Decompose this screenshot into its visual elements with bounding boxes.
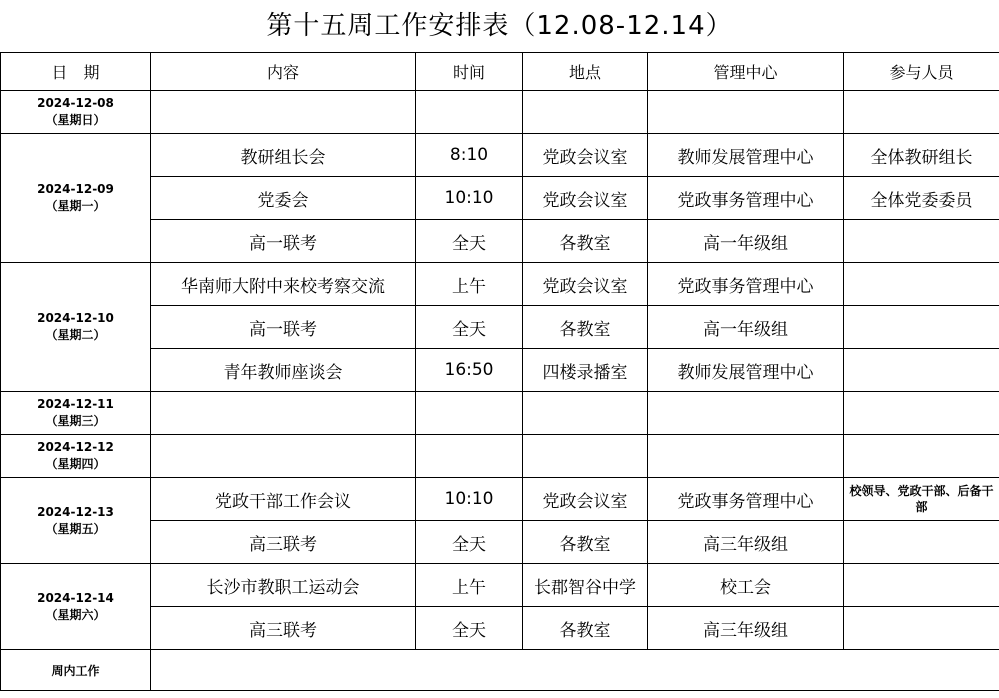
weekly-content-cell (151, 650, 999, 691)
weekday-text: （星期四） (45, 457, 106, 471)
date-cell (1, 564, 151, 650)
content-cell: 高三联考 (151, 521, 416, 564)
weekday-text: （星期六） (45, 607, 106, 622)
time-cell (416, 435, 523, 478)
content-cell: 华南师大附中来校考察交流 (151, 263, 416, 306)
center-cell: 高一年级组 (648, 306, 844, 349)
page-title: 第十五周工作安排表（12.08-12.14） (266, 11, 733, 41)
content-cell: 党政干部工作会议 (151, 478, 416, 521)
place-cell: 四楼录播室 (523, 349, 648, 392)
table-row (1, 435, 999, 478)
date-cell (1, 478, 151, 564)
people-cell (844, 91, 999, 134)
center-cell: 教师发展管理中心 (648, 134, 844, 177)
date-cell (1, 392, 151, 435)
content-cell: 教研组长会 (151, 134, 416, 177)
time-cell: 10:10 (416, 177, 523, 220)
weekday-text: （星期五） (45, 521, 106, 536)
table-row (1, 521, 999, 564)
weekday-text: （星期三） (45, 414, 106, 428)
header-date: 日 期 (1, 53, 151, 91)
time-cell: 全天 (416, 607, 523, 650)
content-cell: 长沙市教职工运动会 (151, 564, 416, 607)
table-row (1, 177, 999, 220)
header-content: 内容 (151, 53, 416, 91)
table-row (1, 478, 999, 521)
date-text: 2024-12-08 (37, 96, 114, 110)
place-cell: 党政会议室 (523, 134, 648, 177)
center-cell (648, 91, 844, 134)
people-cell (844, 220, 999, 263)
center-cell: 高三年级组 (648, 521, 844, 564)
time-cell (416, 392, 523, 435)
place-cell (523, 435, 648, 478)
date-cell (1, 435, 151, 478)
time-cell: 全天 (416, 220, 523, 263)
center-cell: 党政事务管理中心 (648, 177, 844, 220)
people-cell: 校领导、党政干部、后备干部 (844, 478, 999, 521)
people-cell (844, 392, 999, 435)
weekday-text: （星期二） (45, 328, 106, 342)
place-cell: 各教室 (523, 306, 648, 349)
table-row (1, 263, 999, 306)
center-cell: 校工会 (648, 564, 844, 607)
date-text: 2024-12-10 (37, 311, 114, 325)
place-cell: 各教室 (523, 521, 648, 564)
date-cell (1, 263, 151, 392)
weekly-label: 周内工作 (1, 650, 151, 691)
content-cell: 党委会 (151, 177, 416, 220)
place-cell: 各教室 (523, 220, 648, 263)
people-cell: 全体教研组长 (844, 134, 999, 177)
place-cell (523, 91, 648, 134)
table-row (1, 306, 999, 349)
date-text: 2024-12-13 (37, 504, 114, 519)
center-cell (648, 435, 844, 478)
content-cell: 高一联考 (151, 220, 416, 263)
table-row (1, 349, 999, 392)
center-cell: 高三年级组 (648, 607, 844, 650)
people-cell (844, 349, 999, 392)
table-row (1, 134, 999, 177)
date-cell (1, 91, 151, 134)
table-row (1, 220, 999, 263)
weekly-row (1, 650, 999, 691)
time-cell: 上午 (416, 263, 523, 306)
header-center: 管理中心 (648, 53, 844, 91)
time-cell: 上午 (416, 564, 523, 607)
content-cell: 高三联考 (151, 607, 416, 650)
place-cell: 长郡智谷中学 (523, 564, 648, 607)
center-cell (648, 392, 844, 435)
content-cell (151, 91, 416, 134)
content-cell (151, 392, 416, 435)
header-time: 时间 (416, 53, 523, 91)
time-cell: 全天 (416, 521, 523, 564)
center-cell: 高一年级组 (648, 220, 844, 263)
time-cell: 10:10 (416, 478, 523, 521)
weekday-text: （星期日） (45, 113, 106, 127)
header-row (1, 53, 999, 91)
date-text: 2024-12-11 (37, 397, 114, 411)
header-people: 参与人员 (844, 53, 999, 91)
header-place: 地点 (523, 53, 648, 91)
people-cell (844, 564, 999, 607)
people-cell: 全体党委委员 (844, 177, 999, 220)
people-cell (844, 263, 999, 306)
center-cell: 党政事务管理中心 (648, 263, 844, 306)
date-text: 2024-12-14 (37, 590, 114, 605)
table-row (1, 392, 999, 435)
time-cell (416, 91, 523, 134)
date-text: 2024-12-09 (37, 182, 114, 196)
place-cell: 党政会议室 (523, 177, 648, 220)
people-cell (844, 607, 999, 650)
place-cell (523, 392, 648, 435)
time-cell: 全天 (416, 306, 523, 349)
table-row (1, 607, 999, 650)
place-cell: 各教室 (523, 607, 648, 650)
date-text: 2024-12-12 (37, 440, 114, 454)
table-row (1, 91, 999, 134)
table-row (1, 564, 999, 607)
date-cell (1, 134, 151, 263)
content-cell: 高一联考 (151, 306, 416, 349)
people-cell (844, 521, 999, 564)
people-cell (844, 435, 999, 478)
center-cell: 教师发展管理中心 (648, 349, 844, 392)
place-cell: 党政会议室 (523, 263, 648, 306)
time-cell: 16:50 (416, 349, 523, 392)
time-cell: 8:10 (416, 134, 523, 177)
people-cell (844, 306, 999, 349)
place-cell: 党政会议室 (523, 478, 648, 521)
content-cell: 青年教师座谈会 (151, 349, 416, 392)
weekday-text: （星期一） (45, 199, 106, 213)
schedule-table (0, 52, 999, 691)
content-cell (151, 435, 416, 478)
center-cell: 党政事务管理中心 (648, 478, 844, 521)
